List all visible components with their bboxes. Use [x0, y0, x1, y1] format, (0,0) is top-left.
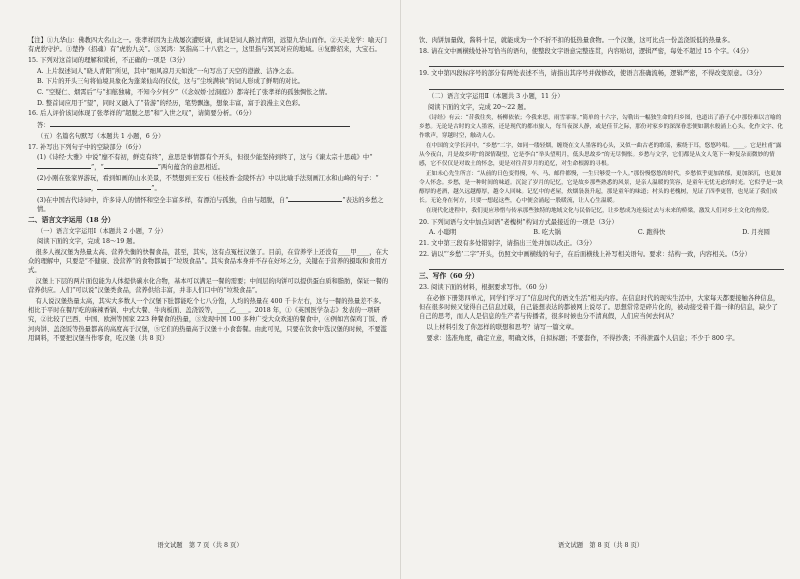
blank: [37, 162, 91, 169]
option-15b: B. 下片的开头三句将仙境具象化为蓬莱仙岛的仪仗，这与“尘埃满袂”的词人形成了鲜明的对比。: [37, 78, 304, 86]
option-20d: D. 月亮圆: [742, 229, 770, 237]
poem-notes: 【注】①九华山：佛教四大名山之一。张孝祥因为主战屡次遭贬谪，此词是词人路过青阳，远望九华山而作。②天关龙学：喻天门有虎豹守护。③楚挣（招魂）有“虎豹九关”。③冥鸿：冥指高二十八宿之一，这里指与冥冥对应的地域。④复醉招来，大宝石。: [28, 37, 387, 54]
essay-paragraph-4: 在现代化进程中，我们更应珍惜与传承那些独特的地域文化与民俗记忆，让乡愁成为连接过去与未来的桥梁，激发人们对乡土文化的热爱。: [425, 208, 773, 215]
page-footer-7: 语文试题 第 7 页（共 8 页）: [157, 542, 243, 549]
q17-1-text-b: ”，“: [91, 164, 104, 172]
question-17-3: [28, 195, 390, 214]
writing-material: 在必修下册第四单元，同学们学习了“信息时代的语文生活”相关内容。在信息时代的现实生活中，大家每天都要接触各种信息，但在很多时候又觉得自己信息过载，自己能想表达的都被网上说尽了。思想常常是碎片化的，被动接受着千篇一律的信息，缺少了自己的思考，而人人是信息的生产者与传播者，很多时候也分不清真假，人们应当何去何从？: [419, 294, 780, 321]
q17-1-text: (1)《诗经·大雅》中说“靡不有初，鲜克有终”，意思是事情都有个开头，但很少能坚持到终了，这与《谏太宗十思疏》中“: [37, 154, 373, 162]
question-20: 20. 下列词语与文中加点词语“老槐树”构词方式最接近的一项是（3分）: [419, 218, 618, 226]
question-15: 15. 下列对这首词的理解和赏析，不正确的一项是（3分）: [28, 56, 189, 64]
blank: [97, 183, 151, 190]
passage-paragraph-1: 很多人视汉堡为热量太高、营养失衡的快餐食品，甚至，其实，这有点冤枉汉堡了。目前，在营养学上还没有____甲____，在大众的理解中，只要是“不健康、没营养”的食物都属于“垃圾食品”。其实食品本身并不存在好坏之分，关键在于营养的摄取和食用方式。: [28, 249, 389, 275]
q17-2-text: (2)小刚在张家界游玩，看到如画的山水美景，不禁想到王安石《桂枝香·金陵怀古》中以比喻手法刻画江水和山峰的句子：“: [37, 175, 379, 183]
reading-instruction: 阅读下面的文字，完成 20～22 题。: [428, 103, 530, 111]
question-20-options: [419, 228, 784, 237]
blank: [288, 195, 342, 202]
section-3-heading: 三、写作（60 分）: [419, 272, 479, 281]
section-2-2-heading: （二）语言文字运用Ⅱ（本题共 3 小题，11 分）: [428, 93, 564, 101]
question-16: 16. 后人评价该词体现了张孝祥的“超脱之思”和“入世之叹”，请简要分析。（6分）: [28, 110, 256, 118]
answer-line: [429, 260, 784, 270]
essay-paragraph-2: 在中国的文学长河中，“乡愁”二字，如同一缕轻烟，缠绕在文人墨客的心头，又似一曲古老的歌谣，萦绕于耳，悠悠吟唱。____。它是杜甫“露从今夜白，月是故乡明”的深情凝望，它是李白“举头望明月，低头思故乡”的无尽惆怅。乡愁与文学，它们都是从文人笔下一种复杂而微妙的情感，它不仅仅是对故土的怀念，更是对往昔岁月的追忆，对生命根源的寻根。: [419, 142, 782, 167]
question-22: 22. 请以“‘乡愁’二字”开头，仿照文中画横线的句子，在后面横线上补写相关语句。要求：结构一致，内容相关。（5分）: [419, 250, 751, 258]
question-21: 21. 文中第三段有多处错别字，请指出三处并加以改正。（3分）: [419, 239, 596, 247]
question-17: 17. 补写出下列句子中的空缺部分（6分）: [28, 143, 145, 151]
option-15d: D. 整首词应用于“望”，同时又融入了“昔游”的经历，笔势飘逸，想象丰富，富于浪漫主义色彩。: [37, 99, 305, 107]
option-20c: C. 跑得快: [637, 229, 666, 237]
essay-paragraph-3: 正如未心先生所言：“从前的日色变得慢，车、马、邮件都慢，一生只够爱一个人。”那份慢悠悠的时代，乡愁似乎更加浓郁，更加深沉，也更加令人怀念。乡愁，是一种时间的味道。沉淀了岁月的记忆，它是故乡那些熟悉的风景，是亲人温暖的笑容，是童年无忧无虑的时光。它似乎是一块醇厚的老酒，越久远越醇厚，越令人回味。记忆中的老屋，炊烟袅袅升起，那是童年的味道；村头的老槐树，见证了四季更替，也见证了我们成长。无论身在何方，只要一想起这些，心中便会涌起一股暖流，让人心生温暖。: [419, 171, 783, 205]
option-15a: A. 上片叙述词人“晓人青阳”所见，其中“细风凉月天如洗”一句写出了天空的澄澈、洁净之态。: [37, 67, 298, 75]
option-15c: C. “空疑仁、烟霄后”与“扣舷独啸，不知今夕何夕”（《念奴娇·过洞庭》）都寄托了张孝祥的孤独惆怅之情。: [37, 89, 332, 97]
writing-prompt: 以上材料引发了你怎样的联想和思考？请写一篇文章。: [426, 323, 578, 331]
answer-label: 答：: [37, 122, 50, 130]
answer-line: [50, 120, 350, 127]
section-2-1-heading: （一）语言文字运用Ⅰ（本题共 2 小题，7 分）: [37, 227, 167, 235]
passage-paragraph-2: 汉堡上下层的两片面包能为人体提供碳水化合物，基本可以满足一餐的需要；中间层的肉饼可以提供蛋白质和脂肪，保证一餐的营养供应。人们“可以说”汉堡类食品，营养供给丰富，并非人们口中的“垃圾食品”。: [28, 278, 389, 295]
section-2-heading: 二、语言文字运用（18 分）: [28, 215, 115, 224]
page-footer-8: 语文试题 第 8 页（共 8 页）: [557, 542, 644, 549]
exam-page-8: [400, 0, 800, 579]
q17-3-text-b: ”表达的乡愁之情。: [37, 197, 384, 214]
section-5-heading: （五）名篇名句默写（本题共 1 小题，6 分）: [37, 132, 165, 140]
q17-3-text: (3)在中国古代诗词中，许多诗人的情怀和空全丰富多样，有漂泊与孤独，自由与超脱，自“: [37, 197, 289, 205]
question-17-2: [28, 174, 390, 193]
reading-instruction: 阅读下面的文字，完成 18～19 题。: [37, 238, 139, 246]
option-20a: A. 小聪明: [429, 229, 457, 237]
q17-2-text-b: ，: [91, 185, 98, 193]
blank: [104, 162, 158, 169]
question-17-1: [28, 153, 390, 172]
question-23: 23. 阅读下面的材料，根据要求写作。（60 分）: [419, 284, 552, 292]
q17-2-text-c: ”。: [151, 185, 161, 193]
q17-1-text-c: ”两句蕴含的意思相近。: [157, 164, 224, 172]
writing-requirements: 要求：选准角度，确定立意，明确文体，自拟标题；不要套作，不得抄袭；不得泄露个人信息；不少于 800 字。: [426, 334, 739, 342]
answer-line: [429, 80, 784, 90]
essay-paragraph-1: 《诗经》有云：“昔我往矣，杨柳依依；今我来思，雨雪霏霏。”简单的十六字，勾勒出一幅独生命的归乡图，也道出了游子心中那份难以言喻的乡愁。无论是古时的文人墨客，还是现代的都市旅人，每当夜深人静，或是佳节之际，那份对家乡的深深眷恋便如潮水般涌上心头，化作文字、化作歌声，穿越时空，触动人心。: [419, 114, 783, 139]
passage-continuation: 饮、肉饼加量做，酱料十足，就能成为一个不折不扣的低热量食物。一个汉堡，这可比点一份盖浇饭低的热量多。: [419, 37, 734, 44]
answer-line: [429, 57, 784, 67]
question-18: 18. 请在文中画横线处补写恰当的语句，使整段文字语意完整连贯，内容贴切，逻辑严密，每处不超过 15 个字。（4分）: [419, 47, 753, 55]
blank: [37, 183, 91, 190]
passage-paragraph-3: 有人说汉堡热量太高，其实大多数人一个汉堡下肚都能吃个七八分饱，人均的热量在 400 千卡左右，这与一餐的热量差不多。相比于平时在餐厅吃的麻辣香锅、中式大餐、牛肉板面、盖浇饭等，____乙____。2018 年，①《英国医学杂志》发表的一项研究，②比较了巴西、中国、欧洲等国家 223 种餐食的热量，③发现中国 100 多种广受大众欢迎的餐食中，④例如宫保鸡丁饭、香河肉饼、盖浇饭等热量都高的高度高于汉堡，⑤它们的热量高于汉堡＋小食套餐。由此可见，只要在饮食中选汉堡的时候，不要滥用调料，不要把汉堡当作零食，吃汉堡（共 8 页）: [28, 298, 388, 342]
question-19: 19. 文中第四段标序号的部分有两处表述不当，请指出其序号并做修改，使语言准确流畅，逻辑严密，不得改变原意。（3分）: [419, 70, 766, 78]
answer-16: [28, 120, 390, 130]
option-20b: B. 吃大锅: [533, 229, 561, 237]
